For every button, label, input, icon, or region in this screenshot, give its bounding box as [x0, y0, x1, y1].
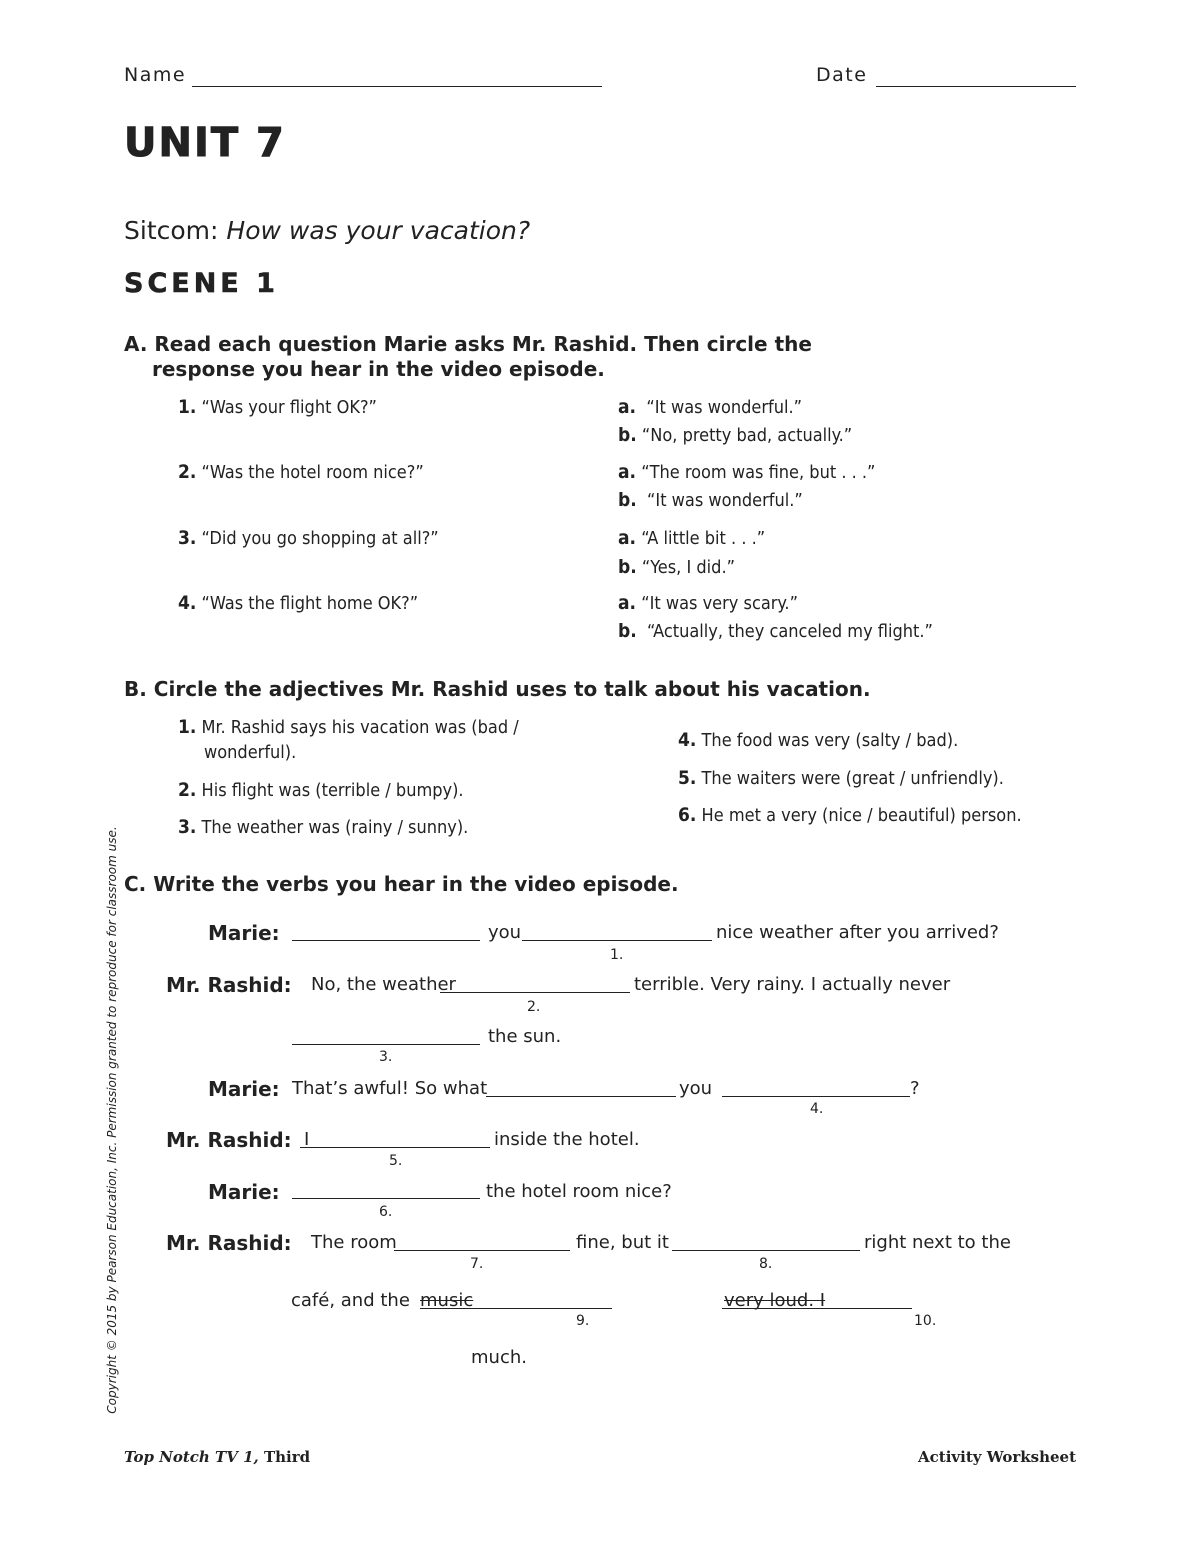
- answer-2b[interactable]: b. “It was wonderful.”: [618, 489, 803, 511]
- question-2: 2. “Was the hotel room nice?”: [178, 461, 424, 483]
- name-field[interactable]: [192, 86, 602, 87]
- answer-3a[interactable]: a. “A little bit . . .”: [618, 527, 766, 549]
- adjective-item-6: 6. He met a very (nice / beautiful) person.: [678, 804, 1022, 826]
- dialogue-text: you: [488, 922, 522, 943]
- blank-7[interactable]: [394, 1250, 570, 1251]
- blank-1a[interactable]: [292, 940, 480, 941]
- blank-number-4: 4.: [810, 1101, 824, 1117]
- blank-number-3: 3.: [379, 1049, 393, 1065]
- blank-3[interactable]: [292, 1044, 480, 1045]
- blank-number-6: 6.: [379, 1204, 393, 1220]
- adjective-item-3: 3. The weather was (rainy / sunny).: [178, 816, 469, 838]
- blank-9[interactable]: [420, 1308, 612, 1309]
- speaker-rashid: Mr. Rashid:: [166, 973, 292, 997]
- dialogue-text: terrible. Very rainy. I actually never: [634, 974, 951, 995]
- dialogue-text: inside the hotel.: [494, 1129, 640, 1150]
- speaker-marie: Marie:: [208, 921, 280, 945]
- dialogue-text: you: [679, 1078, 713, 1099]
- sitcom-heading: [124, 216, 530, 245]
- struck-text: very loud. I: [724, 1290, 826, 1311]
- adjective-item-1: 1. Mr. Rashid says his vacation was (bad /: [178, 716, 519, 738]
- dialogue-text: fine, but it: [576, 1232, 669, 1253]
- blank-8[interactable]: [672, 1250, 860, 1251]
- blank-number-5: 5.: [389, 1153, 403, 1169]
- date-label: Date: [816, 64, 868, 86]
- dialogue-text: ?: [910, 1078, 920, 1099]
- section-b-instruction: B. Circle the adjectives Mr. Rashid uses to talk about his vacation.: [124, 677, 871, 701]
- scene-heading: SCENE 1: [124, 268, 279, 299]
- dialogue-text: The room: [311, 1232, 397, 1253]
- blank-number-2: 2.: [527, 999, 541, 1015]
- section-a-instruction-2: response you hear in the video episode.: [152, 357, 605, 381]
- blank-4b[interactable]: [722, 1096, 910, 1097]
- name-label: Name: [124, 64, 187, 86]
- struck-text: music: [420, 1290, 474, 1311]
- speaker-marie: Marie:: [208, 1180, 280, 1204]
- date-field[interactable]: [876, 86, 1076, 87]
- answer-4b[interactable]: b. “Actually, they canceled my flight.”: [618, 620, 933, 642]
- adjective-item-1-cont: wonderful).: [204, 742, 297, 763]
- adjective-item-4: 4. The food was very (salty / bad).: [678, 729, 959, 751]
- speaker-marie: Marie:: [208, 1077, 280, 1101]
- answer-1b[interactable]: b. “No, pretty bad, actually.”: [618, 424, 853, 446]
- blank-10[interactable]: [722, 1308, 912, 1309]
- footer-book-title: Top Notch TV 1,: [124, 1448, 259, 1466]
- blank-4a[interactable]: [486, 1096, 676, 1097]
- answer-2a[interactable]: a. “The room was fine, but . . .”: [618, 461, 876, 483]
- dialogue-text: café, and the: [291, 1290, 410, 1311]
- dialogue-text: That’s awful! So what: [292, 1078, 488, 1099]
- footer-left: [124, 1448, 310, 1466]
- copyright-notice: Copyright © 2015 by Pearson Education, Inc. Permission granted to reproduce for classroom use.: [105, 826, 119, 1414]
- dialogue-text: I: [304, 1129, 310, 1150]
- answer-4a[interactable]: a. “It was very scary.”: [618, 592, 798, 614]
- blank-number-9: 9.: [576, 1313, 590, 1329]
- blank-6[interactable]: [292, 1198, 480, 1199]
- blank-number-7: 7.: [470, 1256, 484, 1272]
- dialogue-text: No, the weather: [311, 974, 456, 995]
- blank-number-1: 1.: [610, 947, 624, 963]
- answer-3b[interactable]: b. “Yes, I did.”: [618, 556, 735, 578]
- dialogue-text: right next to the: [864, 1232, 1011, 1253]
- answer-1a[interactable]: a. “It was wonderful.”: [618, 396, 803, 418]
- section-c-instruction: C. Write the verbs you hear in the video episode.: [124, 872, 679, 896]
- question-3: 3. “Did you go shopping at all?”: [178, 527, 439, 549]
- dialogue-text: much.: [471, 1347, 527, 1368]
- footer-edition: Third: [263, 1448, 311, 1466]
- question-1: 1. “Was your flight OK?”: [178, 396, 377, 418]
- blank-number-10: 10.: [914, 1313, 937, 1329]
- dialogue-text: nice weather after you arrived?: [716, 922, 999, 943]
- blank-2[interactable]: [440, 992, 630, 993]
- adjective-item-5: 5. The waiters were (great / unfriendly).: [678, 767, 1004, 789]
- speaker-rashid: Mr. Rashid:: [166, 1231, 292, 1255]
- question-4: 4. “Was the flight home OK?”: [178, 592, 419, 614]
- sitcom-prefix: Sitcom:: [124, 216, 219, 245]
- adjective-item-2: 2. His flight was (terrible / bumpy).: [178, 779, 464, 801]
- sitcom-title: How was your vacation?: [226, 216, 531, 245]
- speaker-rashid: Mr. Rashid:: [166, 1128, 292, 1152]
- blank-number-8: 8.: [759, 1256, 773, 1272]
- blank-1b[interactable]: [522, 940, 712, 941]
- blank-5[interactable]: [300, 1147, 490, 1148]
- footer-right: Activity Worksheet: [918, 1448, 1076, 1466]
- dialogue-text: the sun.: [488, 1026, 562, 1047]
- dialogue-text: the hotel room nice?: [486, 1181, 672, 1202]
- section-a-instruction: A. Read each question Marie asks Mr. Rashid. Then circle the: [124, 332, 812, 356]
- unit-title: UNIT 7: [124, 120, 286, 166]
